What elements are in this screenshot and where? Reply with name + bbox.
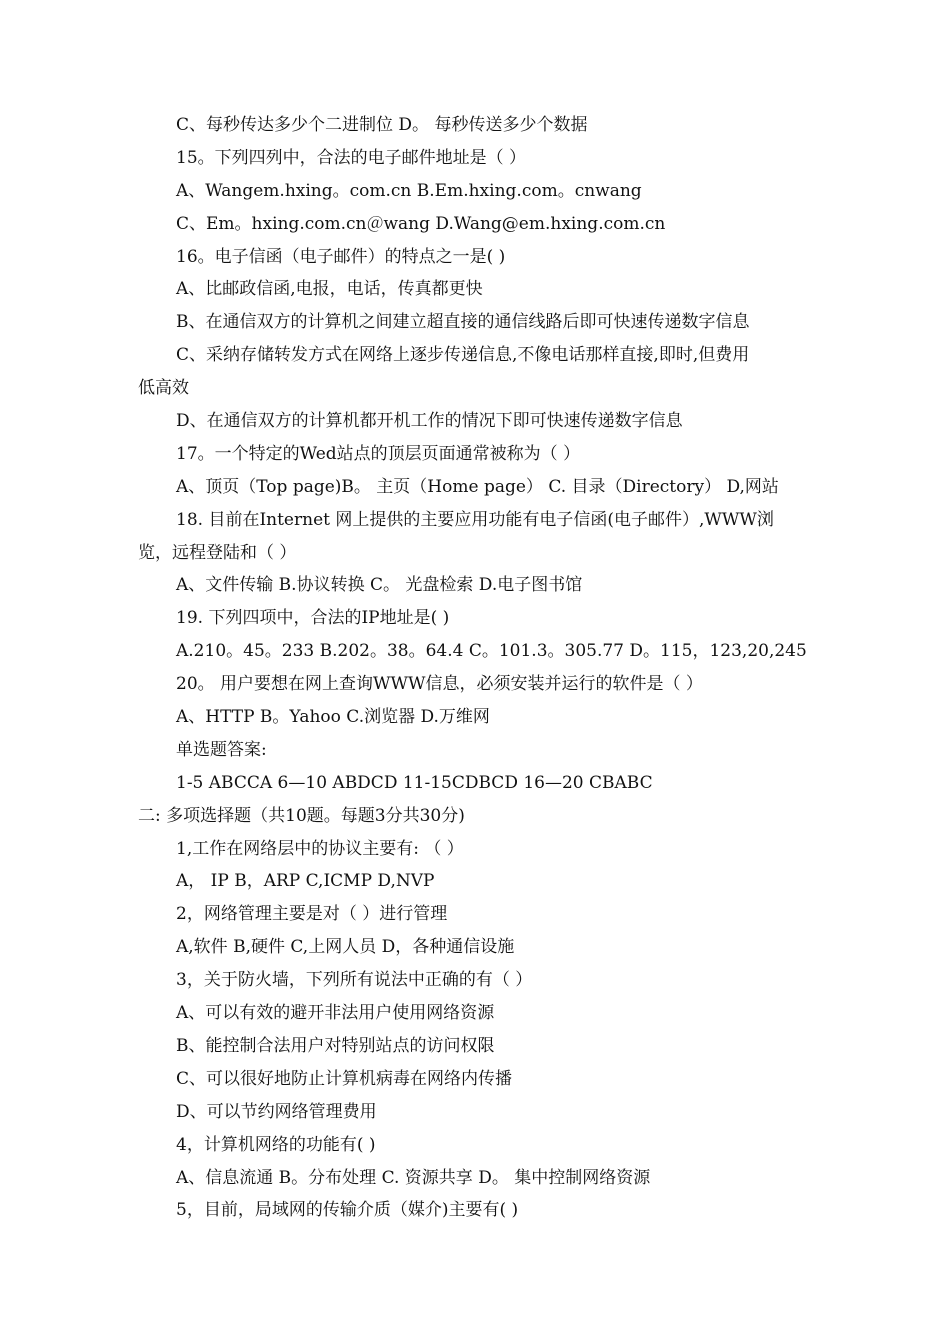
multi-option-3a: A、可以有效的避开非法用户使用网络资源	[176, 1003, 495, 1024]
options-19: A.210。45。233 B.202。38。64.4 C。101.3。305.77 D。115，123,20,245	[176, 641, 807, 662]
multi-option-3b: B、能控制合法用户对特别站点的访问权限	[176, 1035, 495, 1056]
multi-question-2: 2，网络管理主要是对（ ）进行管理	[176, 904, 448, 925]
option-16a: A、比邮政信函,电报，电话，传真都更快	[176, 279, 483, 300]
multi-question-3: 3，关于防火墙，下列所有说法中正确的有（ ）	[176, 970, 533, 991]
option-16d: D、在通信双方的计算机都开机工作的情况下即可快速传递数字信息	[176, 411, 683, 432]
option-line-15c: C、Em。hxing.com.cn＠wang D.Wang@em.hxing.com.cn	[176, 213, 666, 234]
option-line-14c: C、每秒传达多少个二进制位 D。 每秒传送多少个数据	[176, 115, 588, 135]
question-20: 20。 用户要想在网上查询WWW信息，必须安装并运行的软件是（ ）	[176, 674, 703, 695]
question-16: 16。电子信函（电子邮件）的特点之一是( )	[176, 246, 506, 267]
option-16b: B、在通信双方的计算机之间建立超直接的通信线路后即可快速传递数字信息	[176, 312, 750, 333]
options-18: A、文件传输 B.协议转换 C。 光盘检索 D.电子图书馆	[176, 575, 583, 596]
multi-option-3c: C、可以很好地防止计算机病毒在网络内传播	[176, 1068, 513, 1089]
answers-heading: 单选题答案:	[176, 739, 267, 760]
multi-question-1: 1,工作在网络层中的协议主要有: （ ）	[176, 838, 464, 859]
multi-options-4: A、信息流通 B。分布处理 C. 资源共享 D。 集中控制网络资源	[176, 1167, 651, 1188]
option-line-15a: A、Wangem.hxing。com.cn B.Em.hxing.com。cnwang	[176, 180, 642, 201]
question-17: 17。一个特定的Wed站点的顶层页面通常被称为（ ）	[176, 443, 581, 464]
multi-question-5: 5，目前，局域网的传输介质（媒介)主要有( )	[176, 1200, 519, 1221]
multi-option-3d: D、可以节约网络管理费用	[176, 1101, 377, 1122]
answers-line: 1-5 ABCCA 6—10 ABDCD 11-15CDBCD 16—20 CBABC	[176, 772, 653, 793]
multi-options-2: A,软件 B,硬件 C,上网人员 D，各种通信设施	[176, 937, 515, 958]
option-16c-continued: 低高效	[138, 378, 189, 399]
document-body	[138, 109, 838, 1227]
multi-options-1: A， IP B，ARP C,ICMP D,NVP	[176, 871, 435, 892]
section-2-heading: 二: 多项选择题（共10题。每题3分共30分)	[138, 805, 465, 826]
question-18-continued: 览，远程登陆和（ ）	[138, 542, 297, 563]
question-15: 15。下列四列中，合法的电子邮件地址是（ ）	[176, 147, 527, 168]
options-20: A、HTTP B。Yahoo C.浏览器 D.万维网	[176, 707, 490, 728]
option-16c: C、采纳存储转发方式在网络上逐步传递信息,不像电话那样直接,即时,但费用	[176, 345, 750, 366]
question-18: 18. 目前在Internet 网上提供的主要应用功能有电子信函(电子邮件）,WWW浏	[176, 509, 774, 530]
multi-question-4: 4，计算机网络的功能有( )	[176, 1134, 376, 1155]
question-19: 19. 下列四项中，合法的IP地址是( )	[176, 608, 450, 629]
options-17: A、顶页（Top page)B。 主页（Home page） C. 目录（Directory） D,网站	[176, 476, 779, 497]
